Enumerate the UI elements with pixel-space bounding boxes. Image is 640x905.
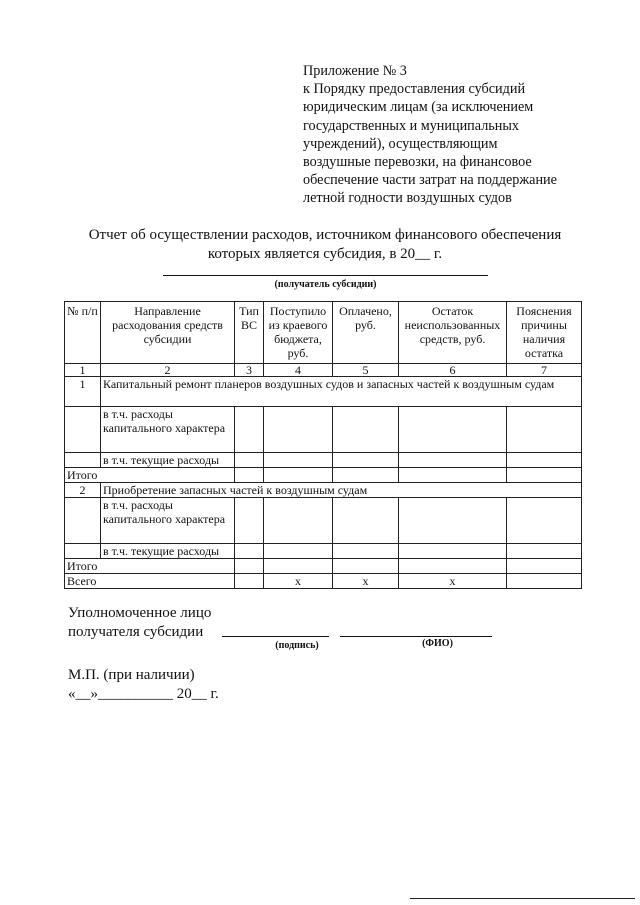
column-number: 1 — [65, 364, 101, 377]
appendix-block — [303, 62, 633, 208]
column-number: 5 — [333, 364, 399, 377]
x-mark: х — [264, 574, 333, 589]
x-mark: х — [333, 574, 399, 589]
row-label: в т.ч. текущие расходы — [101, 453, 235, 468]
column-number: 7 — [507, 364, 582, 377]
section-number: 2 — [65, 483, 101, 498]
header-cell: Остаток неиспользованных средств, руб. — [399, 302, 507, 364]
authorized-line2: получателя субсидии — [68, 623, 204, 640]
x-mark: х — [399, 574, 507, 589]
total-label: Итого — [65, 559, 235, 574]
column-number: 2 — [101, 364, 235, 377]
recipient-line — [163, 275, 488, 276]
header-cell: Оплачено, руб. — [333, 302, 399, 364]
table-row — [65, 453, 582, 468]
appendix-line: государственных и муниципальных — [303, 117, 519, 134]
header-cell: Пояснения причины наличия остатка — [507, 302, 582, 364]
appendix-line: обеспечение части затрат на поддержание — [303, 172, 557, 189]
header-cell: Направление расходования средств субсидии — [101, 302, 235, 364]
name-caption: (ФИО) — [422, 638, 453, 649]
name-line — [340, 636, 492, 637]
column-number: 6 — [399, 364, 507, 377]
row-label: в т.ч. расходы капитального характера — [101, 407, 235, 453]
section-row — [65, 483, 582, 498]
stamp-label: М.П. (при наличии) — [68, 667, 195, 683]
report-title-line2: которых является субсидия, в 20__ г. — [207, 245, 443, 262]
table-header-row — [65, 302, 582, 364]
appendix-line: воздушные перевозки, на финансовое — [303, 154, 532, 171]
appendix-line: летной годности воздушных судов — [303, 190, 512, 207]
report-table — [64, 301, 582, 589]
total-row — [65, 468, 582, 483]
header-cell: Поступило из краевого бюджета, руб. — [264, 302, 333, 364]
column-number-row — [65, 364, 582, 377]
appendix-line: Приложение № 3 — [303, 63, 407, 79]
column-number: 3 — [235, 364, 264, 377]
grand-total-row — [65, 574, 582, 589]
row-label: в т.ч. текущие расходы — [101, 544, 235, 559]
header-cell: № п/п — [65, 302, 101, 364]
report-title-line1: Отчет об осуществлении расходов, источником финансового обеспечения — [88, 227, 562, 243]
appendix-line: юридическим лицам (за исключением — [303, 99, 534, 116]
table-row — [65, 407, 582, 453]
authorized-person — [68, 604, 211, 641]
header-cell: Тип ВС — [235, 302, 264, 364]
grand-total-label: Всего — [65, 574, 235, 589]
appendix-line: учреждений), осуществляющим — [303, 135, 498, 152]
section-number: 1 — [65, 377, 101, 407]
section-title: Приобретение запасных частей к воздушным судам — [101, 483, 582, 498]
table-row — [65, 544, 582, 559]
row-label: в т.ч. расходы капитального характера — [101, 498, 235, 544]
column-number: 4 — [264, 364, 333, 377]
authorized-line1: Уполномоченное лицо — [68, 605, 212, 621]
table-row — [65, 498, 582, 544]
date-line: «__»__________ 20__ г. — [68, 685, 219, 702]
total-row — [65, 559, 582, 574]
section-row — [65, 377, 582, 407]
total-label: Итого — [65, 468, 235, 483]
signature-line — [222, 636, 329, 637]
report-title — [60, 226, 590, 263]
stamp-block — [68, 666, 219, 703]
page-edge-line — [410, 898, 635, 899]
signature-caption: (подпись) — [275, 640, 319, 651]
recipient-caption: (получатель субсидии) — [274, 279, 377, 290]
section-title: Капитальный ремонт планеров воздушных судов и запасных частей к воздушным судам — [101, 377, 582, 407]
appendix-line: к Порядку предоставления субсидий — [303, 81, 526, 98]
